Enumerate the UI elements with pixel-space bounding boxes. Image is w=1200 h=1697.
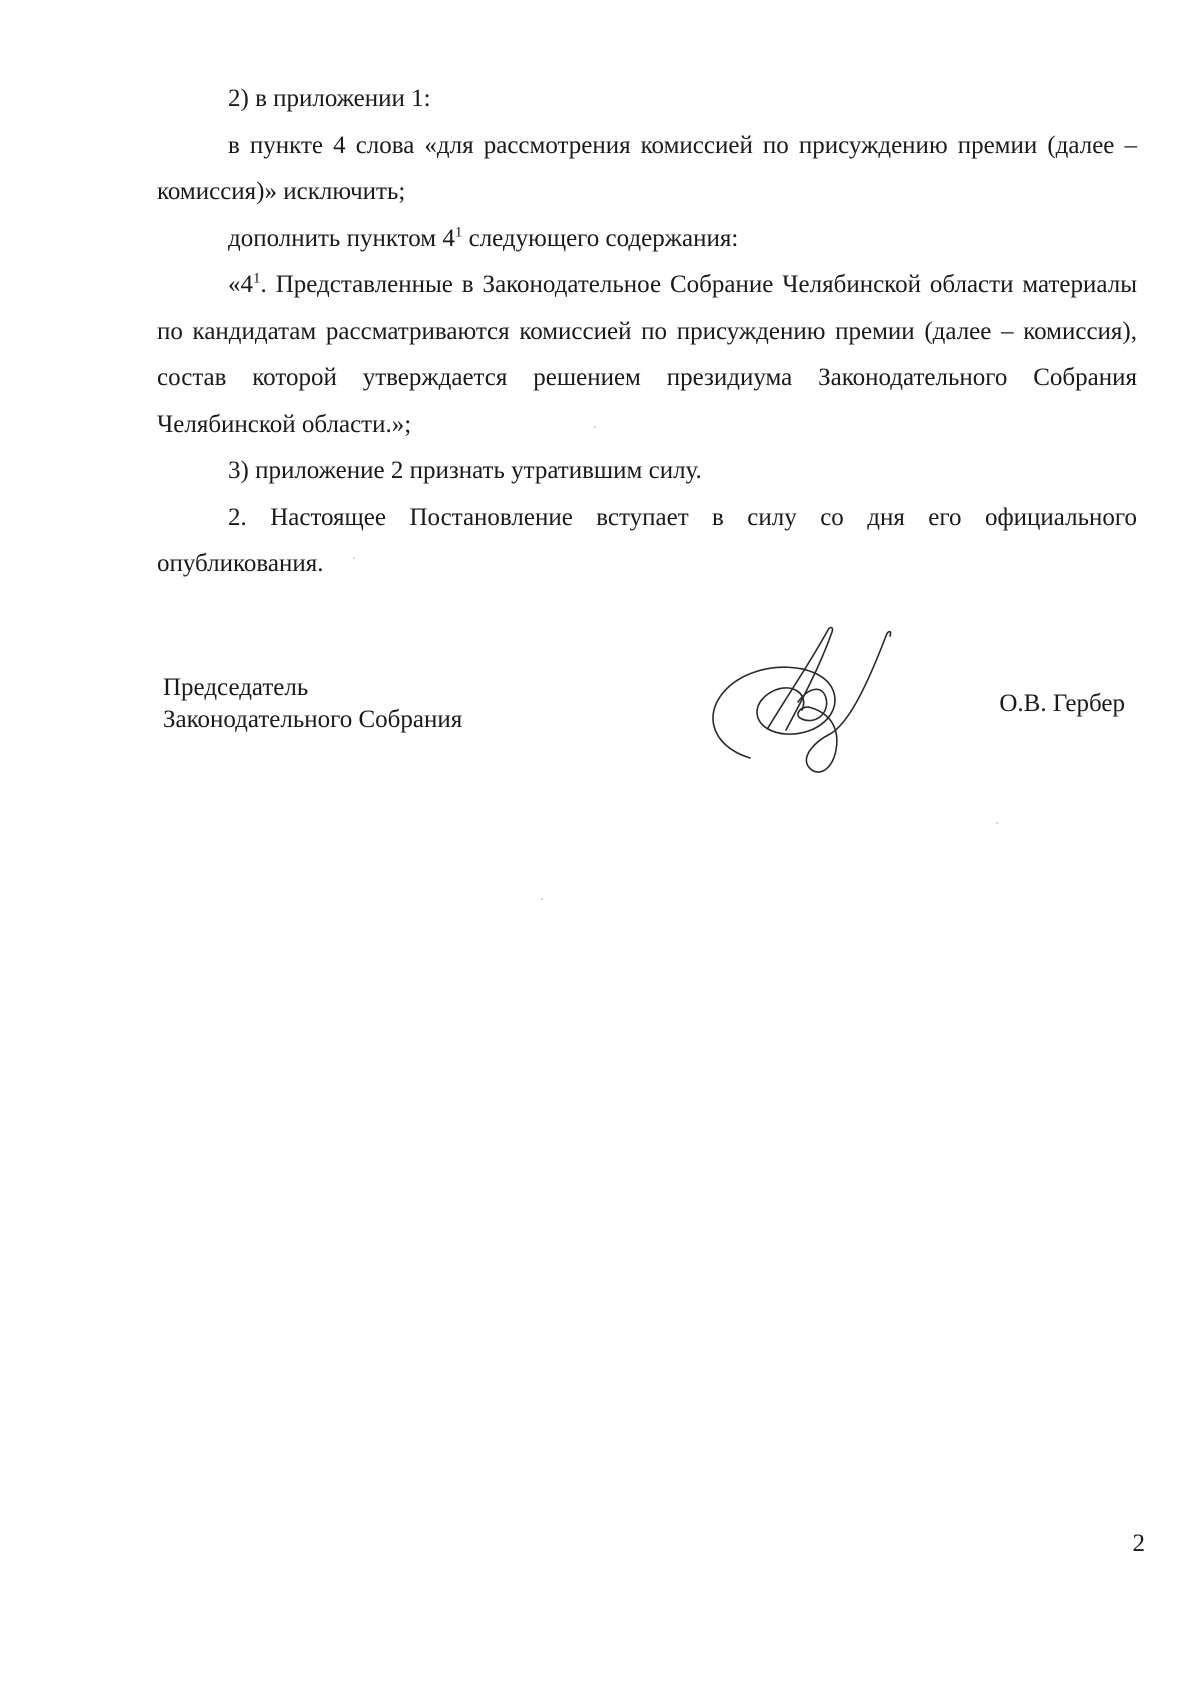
paragraph-add-item-4-1-after: следующего содержания:: [462, 224, 739, 252]
paragraph-item-4-1-after: . Представленные в Законодательное Собрание Челябинской области материалы по кандидатам рассматриваются комиссией по присуждению премии (далее – комиссия), состав которой утверждается решением президиума Законодательного Собрания Челябинской области.»;: [157, 271, 1137, 438]
paragraph-item-4-1-text: [157, 262, 1137, 448]
signatory-position-line-2: Законодательного Собрания: [163, 706, 463, 733]
signatory-position-line-1: Председатель: [163, 674, 309, 701]
paragraph-add-item-4-1: [157, 216, 1137, 263]
signatory-position: [163, 672, 462, 736]
superscript-1: 1: [253, 270, 261, 287]
scan-speck: [353, 557, 355, 559]
scan-speck: [541, 898, 543, 900]
paragraph-item-4-amendment: в пункте 4 слова «для рассмотрения комиссией по присуждению премии (далее – комиссия)» исключить;: [157, 131, 1137, 205]
handwritten-signature: [690, 618, 930, 788]
signatory-name: О.В. Гербер: [999, 690, 1125, 717]
page-number: 2: [1132, 1530, 1145, 1557]
paragraph-item-4-1-before: «4: [228, 271, 253, 298]
paragraph-appendix-2-void: 3) приложение 2 признать утратившим силу.: [228, 457, 702, 484]
scan-speck: [996, 822, 998, 824]
paragraph-effective-date: 2. Настоящее Постановление вступает в силу со дня его официального опубликования.: [157, 503, 1137, 577]
paragraph-add-item-4-1-before: дополнить пунктом 4: [228, 224, 455, 252]
scan-speck: [594, 426, 596, 428]
document-body: [157, 76, 1137, 588]
superscript-1: 1: [454, 224, 463, 241]
paragraph-appendix-1: 2) в приложении 1:: [228, 85, 431, 112]
